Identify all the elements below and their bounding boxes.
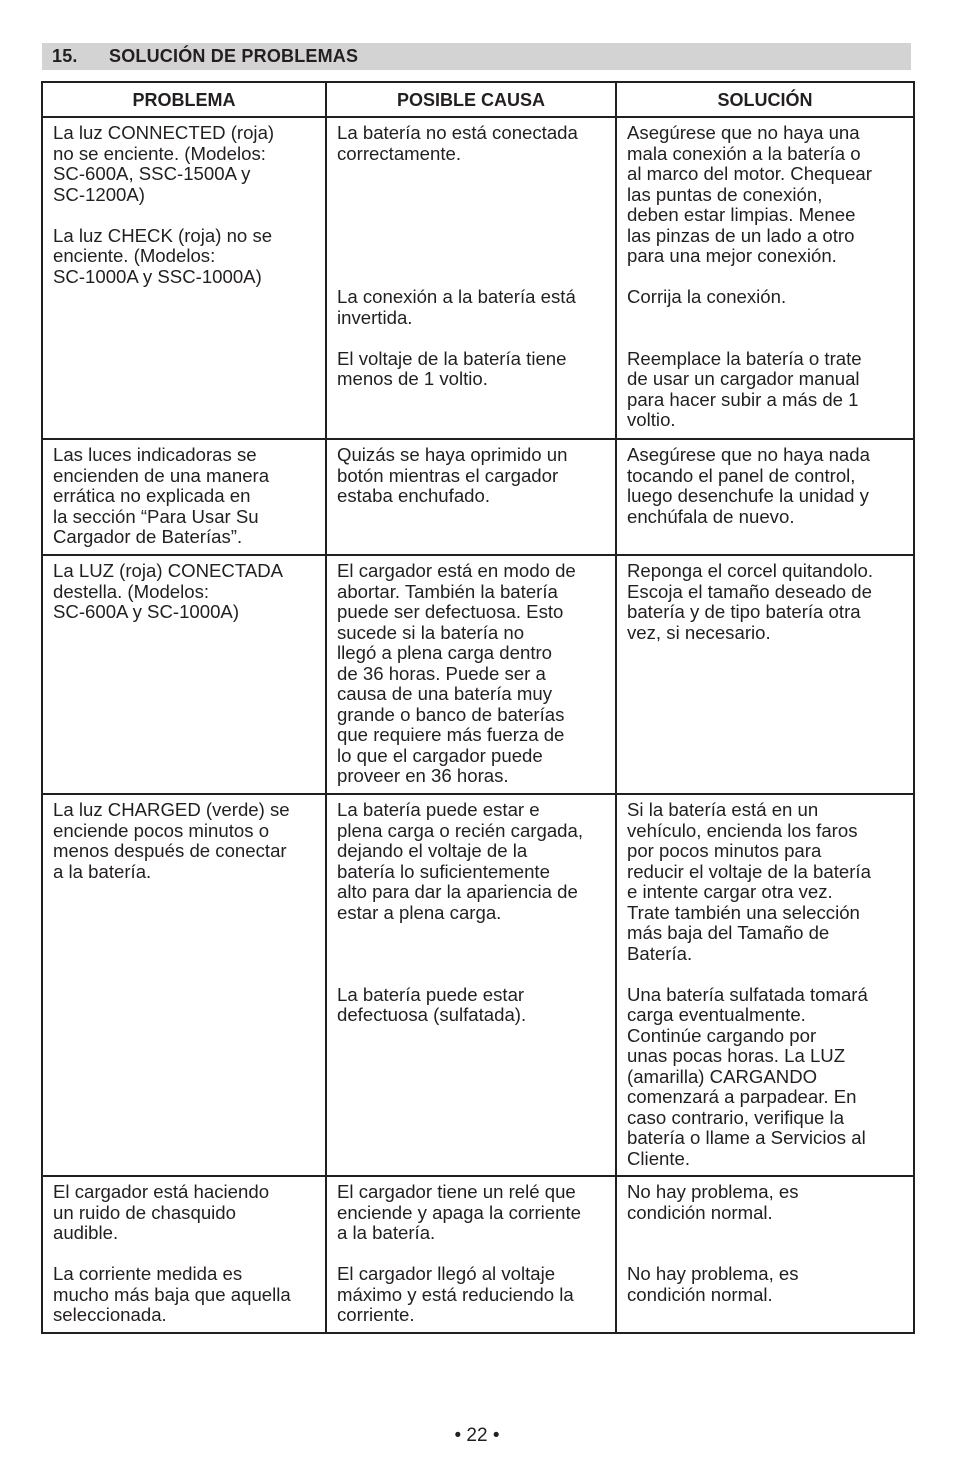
solution-text: Una batería sulfatada tomará carga eventualmente. Continúe cargando por unas pocas horas. La LUZ (amarilla) CARGANDO comenzará a parpadear. En caso contrario, verifique la batería o llame a Servicios al Cliente. — [627, 983, 868, 1169]
cause-text: La batería puede estar e plena carga o recién cargada, dejando el voltaje de la batería lo suficientemente alto para dar la apariencia de estar a plena carga. — [337, 799, 584, 923]
header-problem: PROBLEMA — [42, 82, 326, 117]
header-cause: POSIBLE CAUSA — [326, 82, 616, 117]
page-number: • 22 • — [454, 1425, 500, 1446]
solution-text: Asegúrese que no haya nada tocando el panel de control, luego desenchufe la unidad y enchúfala de nuevo. — [627, 444, 870, 527]
solution-cell — [616, 555, 914, 794]
problem-text: La corriente medida es mucho más baja que aquella seleccionada. — [53, 1263, 291, 1325]
solution-text: No hay problema, es condición normal. — [627, 1263, 799, 1305]
problem-text: El cargador está haciendo un ruido de chasquido audible. — [53, 1181, 270, 1243]
table-row — [42, 1176, 914, 1333]
problem-cell — [42, 439, 326, 555]
problem-cell — [42, 1176, 326, 1333]
cause-text: La batería puede estar defectuosa (sulfatada). — [337, 983, 527, 1025]
cause-cell — [326, 1176, 616, 1333]
table-header-row — [42, 82, 914, 117]
cause-text: El cargador está en modo de abortar. También la batería puede ser defectuosa. Esto sucede si la batería no llegó a plena carga dentro de 36 horas. Puede ser a causa de una batería muy grande o banco de baterías que requiere más fuerza de lo que el cargador puede proveer en 36 horas. — [337, 560, 576, 786]
problem-cell — [42, 555, 326, 794]
solution-cell — [616, 1176, 914, 1333]
table-row — [42, 794, 914, 1176]
header-solution: SOLUCIÓN — [616, 82, 914, 117]
solution-text: Asegúrese que no haya una mala conexión a la batería o al marco del motor. Chequear las puntas de conexión, deben estar limpias. Menee las pinzas de un lado a otro para una mejor conexión. — [627, 122, 872, 266]
section-header — [42, 43, 911, 70]
cause-text: El voltaje de la batería tiene menos de 1 voltio. — [337, 347, 567, 389]
cause-cell — [326, 555, 616, 794]
cause-cell — [326, 794, 616, 1176]
solution-text: No hay problema, es condición normal. — [627, 1181, 799, 1223]
troubleshooting-table — [41, 81, 915, 1334]
solution-cell — [616, 794, 914, 1176]
section-title: SOLUCIÓN DE PROBLEMAS — [109, 46, 359, 66]
cause-text: Quizás se haya oprimido un botón mientras el cargador estaba enchufado. — [337, 444, 568, 506]
cause-text: La conexión a la batería está invertida. — [337, 286, 576, 328]
problem-text: La LUZ (roja) CONECTADA destella. (Modelos: SC-600A y SC-1000A) — [53, 560, 284, 622]
section-number: 15. — [52, 46, 78, 66]
problem-text: La luz CHECK (roja) no se enciente. (Modelos: SC-1000A y SSC-1000A) — [53, 224, 273, 287]
table-row — [42, 439, 914, 555]
cause-text: El cargador tiene un relé que enciende y apaga la corriente a la batería. — [337, 1181, 581, 1243]
solution-cell — [616, 117, 914, 439]
cause-cell — [326, 439, 616, 555]
cause-cell — [326, 117, 616, 439]
solution-text: Corrija la conexión. — [627, 286, 787, 307]
problem-text: La luz CONNECTED (roja) no se enciente. (Modelos: SC-600A, SSC-1500A y SC-1200A) — [53, 122, 275, 205]
problem-cell — [42, 117, 326, 439]
cause-text: El cargador llegó al voltaje máximo y está reduciendo la corriente. — [337, 1263, 574, 1325]
table-row — [42, 555, 914, 794]
problem-text: La luz CHARGED (verde) se enciende pocos minutos o menos después de conectar a la batería. — [53, 799, 290, 882]
solution-cell — [616, 439, 914, 555]
table-row — [42, 117, 914, 439]
problem-text: Las luces indicadoras se encienden de una manera errática no explicada en la sección “Para Usar Su Cargador de Baterías”. — [53, 444, 270, 547]
solution-text: Si la batería está en un vehículo, encienda los faros por pocos minutos para reducir el voltaje de la batería e intente cargar otra vez. Trate también una selección más baja del Tamaño de Batería. — [627, 799, 871, 964]
solution-text: Reponga el corcel quitandolo. Escoja el tamaño deseado de batería y de tipo batería otra vez, si necesario. — [627, 560, 874, 643]
problem-cell — [42, 794, 326, 1176]
cause-text: La batería no está conectada correctamente. — [337, 122, 578, 164]
solution-text: Reemplace la batería o trate de usar un cargador manual para hacer subir a más de 1 voltio. — [627, 347, 862, 430]
